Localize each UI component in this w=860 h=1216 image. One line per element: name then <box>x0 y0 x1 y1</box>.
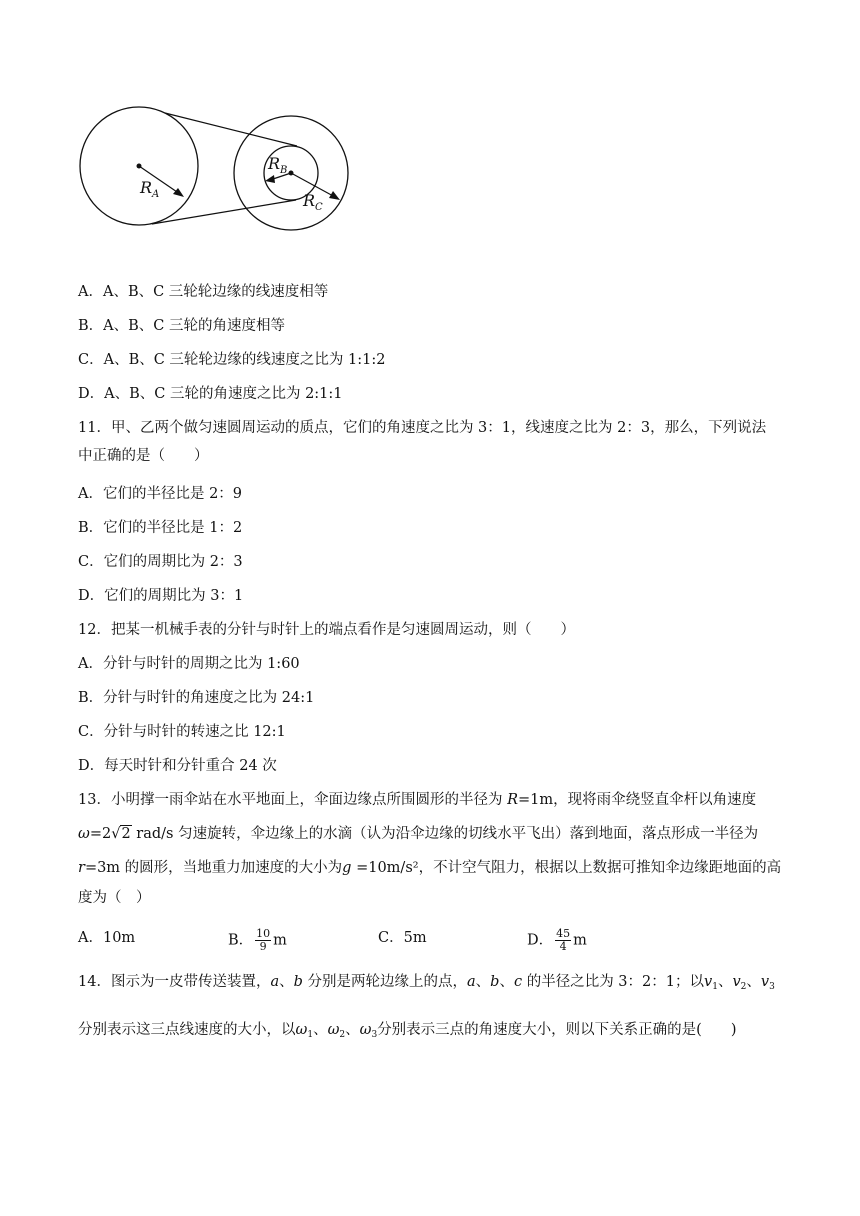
q11-option-c: C．它们的周期比为 2：3 <box>78 554 243 570</box>
q13-stem-line2: ω=2√2 rad/s 匀速旋转，伞边缘上的水滴（认为沿伞边缘的切线水平飞出）落到地面，落点形成一半径为 <box>78 826 759 842</box>
q10-option-a: A．A、B、C 三轮轮边缘的线速度相等 <box>78 284 329 300</box>
q11-option-b: B．它们的半径比是 1：2 <box>78 520 243 536</box>
q11-option-a: A．它们的半径比是 2：9 <box>78 486 243 502</box>
fraction: $\frac{10}{9}$ <box>256 927 271 953</box>
q12-option-c: C．分针与时针的转速之比 12:1 <box>78 724 286 740</box>
q10-option-c: C．A、B、C 三轮轮边缘的线速度之比为 1:1:2 <box>78 352 386 368</box>
q13-option-d: D． $\frac{45}{4}$ m <box>527 927 587 953</box>
label-rb: $R_B$ <box>268 154 288 176</box>
arrowhead-a <box>173 188 184 197</box>
q12-option-d: D．每天时针和分针重合 24 次 <box>78 758 277 774</box>
q13-option-a: A．10m <box>78 930 136 946</box>
sqrt-symbol: √2 <box>111 826 131 842</box>
arrowhead-b <box>265 175 275 183</box>
pulley-diagram <box>70 100 370 240</box>
q14-stem-line1: 14．图示为一皮带传送装置，a、b 分别是两轮边缘上的点，a、b、c 的半径之比为 3：2：1；以$v_1$、$v_2$、$v_3$ <box>78 974 775 992</box>
q13-option-b: B． $\frac{10}{9}$ m <box>228 927 287 953</box>
label-ra: $R_A$ <box>140 178 160 200</box>
q10-option-d: D．A、B、C 三轮的角速度之比为 2:1:1 <box>78 386 343 402</box>
q13-stem-line3: r=3m 的圆形，当地重力加速度的大小为g =10m/s²，不计空气阻力，根据以上数据可推知伞边缘距地面的高 <box>78 860 782 876</box>
fraction: $\frac{45}{4}$ <box>556 927 571 953</box>
q13-stem-line4: 度为（ ） <box>78 890 151 906</box>
q12-stem: 12．把某一机械手表的分针与时针上的端点看作是匀速圆周运动，则（ ） <box>78 622 575 638</box>
q13-option-c: C．5m <box>378 930 427 946</box>
q11-stem-line1: 11．甲、乙两个做匀速圆周运动的质点，它们的角速度之比为 3：1，线速度之比为 2：3，那么，下列说法 <box>78 420 767 436</box>
arrowhead-c <box>329 191 340 200</box>
q11-stem-line2: 中正确的是（ ） <box>78 448 209 464</box>
q14-stem-line2: 分别表示这三点线速度的大小，以$\omega_1$、$\omega_2$、$\omega_3$分别表示三点的角速度大小，则以下关系正确的是( ) <box>78 1022 737 1040</box>
q12-option-b: B．分针与时针的角速度之比为 24:1 <box>78 690 315 706</box>
q10-option-b: B．A、B、C 三轮的角速度相等 <box>78 318 285 334</box>
belt-bottom <box>152 200 296 224</box>
q11-option-d: D．它们的周期比为 3：1 <box>78 588 244 604</box>
q13-stem-line1: 13．小明撑一雨伞站在水平地面上，伞面边缘点所围圆形的半径为 R=1m，现将雨伞绕竖直伞杆以角速度 <box>78 792 757 808</box>
label-rc: $R_C$ <box>303 191 323 213</box>
q12-option-a: A．分针与时针的周期之比为 1:60 <box>78 656 300 672</box>
